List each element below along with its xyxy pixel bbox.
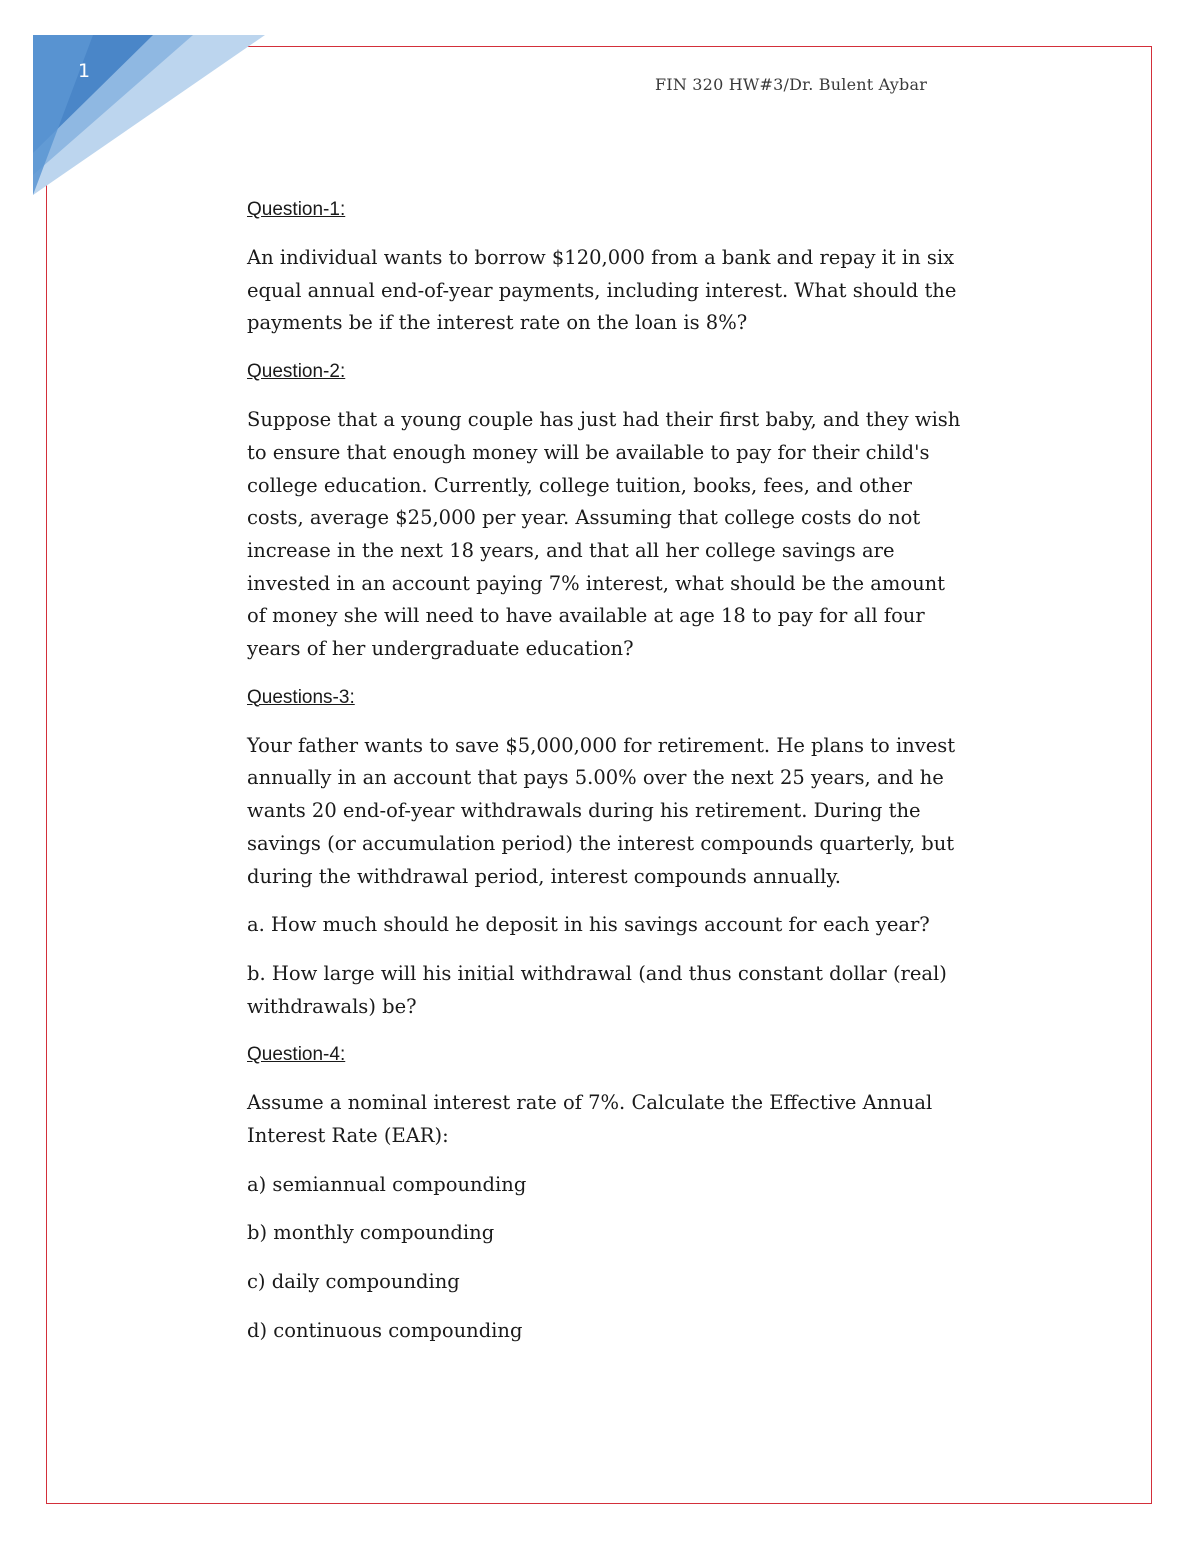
running-header: FIN 320 HW#3/Dr. Bulent Aybar	[655, 75, 928, 94]
sub-question-a: a) semiannual compounding	[247, 1172, 527, 1196]
question-heading: Question-2:	[247, 361, 346, 383]
question-heading: Questions-3:	[247, 686, 355, 708]
sub-question-a: a. How much should he deposit in his savings account for each year?	[247, 913, 930, 937]
question-2	[247, 356, 967, 666]
question-text: Your father wants to save $5,000,000 for retirement. He plans to invest annually in an account that pays 5.00% over the next 25 years, and he wants 20 end-of-year withdrawals during his retirement. During the savings (or accumulation period) the interest compounds quarterly, but during the withdrawal period, interest compounds annually.	[247, 733, 956, 888]
question-3	[247, 682, 967, 1024]
question-heading: Question-1:	[247, 199, 346, 220]
sub-question-d: d) continuous compounding	[247, 1318, 523, 1342]
corner-decoration	[33, 35, 265, 195]
question-text: Assume a nominal interest rate of 7%. Calculate the Effective Annual Interest Rate (EAR):	[247, 1091, 933, 1148]
question-heading: Question-4:	[247, 1044, 346, 1066]
document-body	[247, 194, 967, 1364]
question-text: Suppose that a young couple has just had their first baby, and they wish to ensure that enough money will be available to pay for their child's college education. Currently, college tuition, books, fees, and other costs, average $25,000 per year. Assuming that college costs do not increase in the next 18 years, and that all her college savings are invested in an account paying 7% interest, what should be the amount of money she will need to have available at age 18 to pay for all four years of her undergraduate education?	[247, 408, 961, 661]
sub-question-c: c) daily compounding	[247, 1270, 460, 1294]
sub-question-b: b. How large will his initial withdrawal (and thus constant dollar (real) withdrawals) be?	[247, 961, 947, 1018]
page-number: 1	[78, 60, 91, 82]
question-text: An individual wants to borrow $120,000 from a bank and repay it in six equal annual end-of-year payments, including interest. What should the payments be if the interest rate on the loan is 8%?	[247, 246, 957, 335]
question-1	[247, 194, 967, 340]
question-4	[247, 1039, 967, 1347]
sub-question-b: b) monthly compounding	[247, 1221, 495, 1245]
